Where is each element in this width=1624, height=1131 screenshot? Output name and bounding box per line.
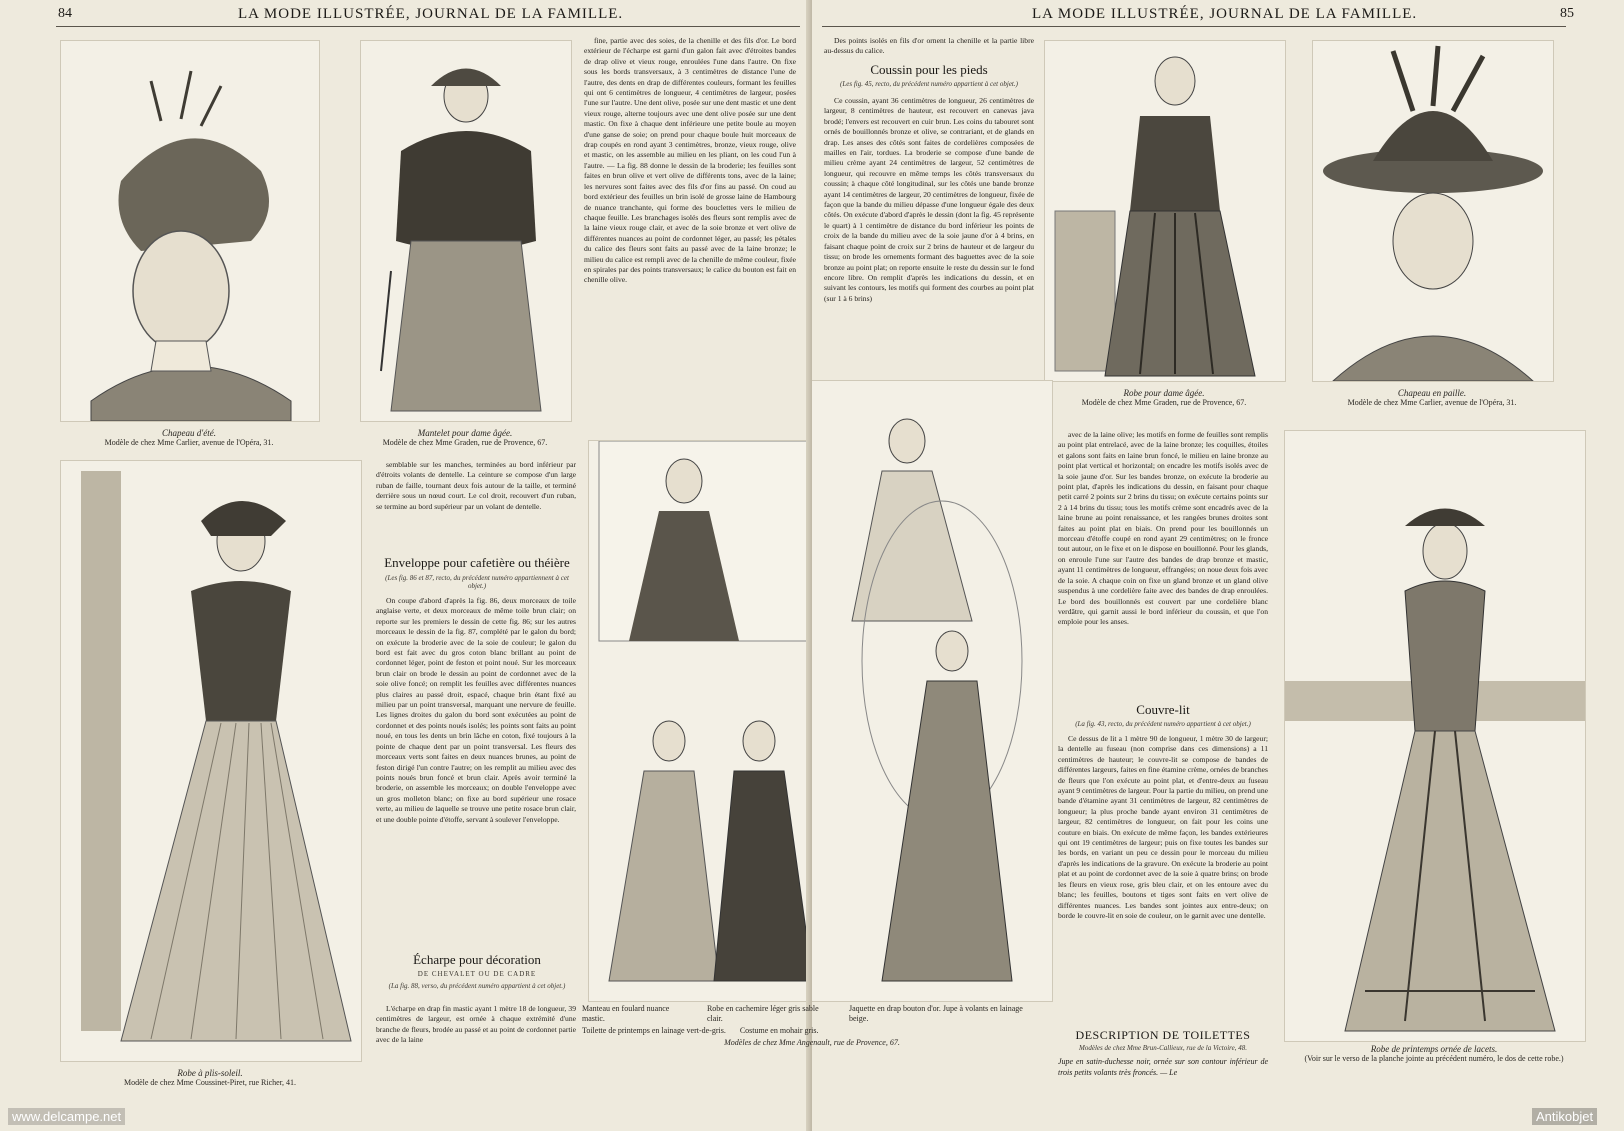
running-head-right: LA MODE ILLUSTRÉE, JOURNAL DE LA FAMILLE. [1032,6,1418,22]
article-paragraph: Ce dessus de lit a 1 mètre 90 de longueur, 1 mètre 30 de largeur; la dentelle au fuseau (non comprise dans ces dimensions) a 11 centimètres de hauteur; le couvre-lit se compose de bandes de différentes largeurs, faites en fine étamine crème, ornées de branches de fleurs que l'on exécute au point plat, et d'entre-deux au fuseau ayant 9 centimètres de largeur. Pour la partie du milieu, on prend une bande d'étamine ayant 31 centimètres de largeur, 82 centimètres de longueur; la plus proche bande ayant environ 31 centimètres de largeur, 82 centimètres de longueur, on fait pour les coins une couture en biais. On exécute de même façon, les bandes extérieures qui ont 19 centimètres de largeur; puis on fixe toutes les bandes sur les bords, en variant un peu ce dessin pour le morceau du milieu d'après les indications de la gravure. On exécute la broderie au point plat et au point de cordonnet avec de la soie à quatre brins; on brode les fleurs en vieux rose, gris bleu clair, et on les entoure avec du blanc; les feuilles, boutons et tiges sont faits en vert olive de différentes nuances. Les bandes sont jointes aux entre-deux; on borde le couvre-lit en soie de couleur, on le garnit avec une dentelle. [1058,734,1268,920]
center-caption-2: Robe en cachemire léger gris sable clair. [706,1004,819,1023]
article-paragraph: fine, partie avec des soies, de la chenille et des fils d'or. Le bord extérieur de l'écharpe est garni d'un galon fait avec d'étroites bandes de drap olive et vieux rouge, enroulées l'une dans l'autre. On fixe sous les bords transversaux, à 3 centimètres de distance l'une de l'autre, des dents en drap de différentes couleurs, formant les feuilles qui ont 6 centimètres de longueur, 4 centimètres de largeur, posées l'une sur l'autre. Une dent olive, posée sur une dent mastic et une dent vieux rouge, alterne toujours avec une dent olive posée sur une dent mastic. On fixe à chaque dent inférieure une petite boule au moyen d'une ganse de soie; on prend pour chaque boule huit morceaux de drap coupés en rond ayant 3 centimètres, bronze, vieux rouge, olive et mastic, on les assemble au milieu en les pliant, on les coud l'un à l'autre. — La fig. 88 donne le dessin de la broderie; les feuilles sont faites en brun olive et vert olive de différents tons, avec de la laine; les nervures sont faites avec des fils d'or fins au passé. On coud au bord extérieur des feuilles un brin isolé de grosse laine de Hambourg de nuance tranchante, qui forme des bouclettes vers le milieu de chaque feuille. Les branchages isolés des fleurs sont remplis avec de la laine vieux rouge clair, et avec de la soie bronze et vert olive de différentes nuances au point de cordonnet léger, au passé; les pétales du calice des fleurs sont faits au passé avec de la laine bronze; le milieu du calice est rempli avec de la chenille de même couleur, fixée en spirales par des points transversaux; le calice du bouton est fait en chenille olive. [584,36,796,285]
article-paragraph: On coupe d'abord d'après la fig. 86, deux morceaux de toile anglaise verte, et deux morceaux de même toile brun clair; on reporte sur les premiers le dessin de cette fig. 86; sur les autres morceaux le dessin de la fig. 87, complété par le galon du bord; on exécute la broderie avec de la soie de couleur; le galon du bord est fait avec du gros coton blanc brillant au point de cordonnet léger, point de feston et point noué. Sur les morceaux brun clair on brode le dessin au point de cordonnet avec de la soie olive foncé; on remplit les feuilles avec différentes nuances plus claires au passé droit, espacé, chaque brin étant fixé au milieu par un point transversal, marquant une nervure de feuille. Les lignes droites du galon du bord sont exécutées au point de cordonnet et des points noués isolés; les points sont faits au point noué, en tous les dents un brin lâche en coton, fixé toujours à la pointe de chaque dent par un point transversal. Les fleurs des morceaux verts sont faites en deux nuances brunes, au point de feston dirigé l'un contre l'autre; on les remplit au milieu avec des points noués brun foncé et brun clair. Après avoir terminé la broderie, on assemble les morceaux; on double l'enveloppe avec un gros molleton blanc; on fixe au bord supérieur une rosace verte, au milieu de laquelle se trouve une petite rosace brun clair, et une double pointe d'étoffe, servant à soulever l'enveloppe. [376,596,576,824]
center-caption-source: Modèles de chez Mme Angenault, rue de Provence, 67. [724,1038,900,1047]
caption-mantelet [350,428,580,448]
note-toilettes: Modèles de chez Mme Brun-Callieux, rue de la Victoire, 48. [1079,1044,1247,1052]
caption-title: Chapeau d'été. [162,428,216,438]
watermark-left: www.delcampe.net [8,1108,125,1125]
center-group-caption-row-2 [582,1026,1042,1036]
article-column-robe-end [376,460,576,544]
illustration-robe-dame-agee [1044,40,1286,382]
article-paragraph: Des points isolés en fils d'or ornent la chenille et la partie libre au-dessus du calice. [824,36,1034,56]
caption-title: Robe de printemps ornée de lacets. [1370,1044,1498,1054]
caption-source: Modèle de chez Mme Carlier, avenue de l'Opéra, 31. [1347,398,1517,407]
illustration-center-group-left [588,440,813,1002]
article-paragraph: avec de la laine olive; les motifs en forme de feuilles sont remplis au point plat entrelacé, avec de la laine bronze; les coquilles, étoiles et galons sont faits en laine brun foncé, le milieu en laine bronze au point plat vertical et horizontal; on encadre les motifs isolés avec de la soie jaune d'or. Sur les bandes bronze, on exécute la broderie au point plat, d'après les indications du dessin, en faisant pour chaque petit carré 2 points sur 2 brins du tissu; on exécute certains points sur 2 à 14 brins du tissu; tous les motifs crème sont encadrés avec de la laine brune au point renaissance, et les rangées brunes droites sont faites au point plat en biais. On prend pour les bouillonnés un morceau d'étoffe coupé en rond ayant 29 centimètres; on le fronce tout autour, on le fixe et on le dispose en bouillonné. Pour les glands, on enroule l'une sur l'autre des bandes de drap bronze et mastic, ayant 11 centimètres de longueur, effrangées; on noue deux fois avec de la soie. A chaque coin on fixe un gland bronze et un gland olive suspendus à une cordelière faite avec des bandes de drap enroulées. Le bord des bouillonnés est couvert par une cordelière blanc verdâtre, qui garnit aussi le bord inférieur du coussin, et que l'on emploie pour les anses. [1058,430,1268,627]
center-caption-5: Costume en mohair gris. [739,1026,819,1035]
robe-plis-soleil-illustration [61,461,361,1061]
caption-source: Modèle de chez Mme Graden, rue de Provence, 67. [1081,398,1247,407]
article-column-echarpe [376,1004,576,1064]
caption-source: Modèle de chez Mme Coussinet-Piret, rue Richer, 41. [123,1078,297,1087]
article-paragraph: semblable sur les manches, terminées au bord inférieur par d'étroits volants de dentelle. La ceinture se compose d'un large ruban de faille, tournant deux fois autour de la taille, et terminé derrière sous un nœud court. Le col droit, recouvert d'un ruban, se termine au bord supérieur par un volant de dentelle. [376,460,576,511]
woman-hat-portrait-illustration [61,41,319,421]
article-column-echarpe-end [824,36,1034,58]
caption-title: Chapeau en paille. [1397,388,1467,398]
subheading-echarpe: DE CHEVALET OU DE CADRE [417,970,537,978]
watermark-right: Antikobjet [1532,1108,1597,1125]
running-head-left: LA MODE ILLUSTRÉE, JOURNAL DE LA FAMILLE. [238,6,624,22]
robe-printemps-illustration [1285,431,1585,1041]
caption-center-group [582,1004,1042,1048]
caption-source: Modèle de chez Mme Carlier, avenue de l'Opéra, 31. [104,438,274,447]
article-paragraph: Ce coussin, ayant 36 centimètres de longueur, 26 centimètres de largeur, 8 centimètres de hauteur, est recouvert en canevas java brodé; l'envers est recouvert en cuir brun. Les coins du tabouret sont ornés de bouillonnés bronze et olive, se contrariant, et de glands en drap. Les anses des côtés sont faites de cordelières composées de mailles en l'air, tordues. La broderie se compose d'une bande de milieu crème ayant 24 centimètres de largeur, 52 centimètres de longueur, qui recouvre en même temps les côtés transversaux du coussin; à chaque côté longitudinal, sur les côtés une bande bronze ayant 14 centimètres de largeur, 20 centimètres de longueur, fixée de façon que la bande du milieu dépasse d'une longueur égale des deux côtés. On exécute d'abord d'après le dessin (dont la fig. 45 représente le quart) à 1 centimètre de distance du bord inférieur les points de croix de la bande du milieu avec de la soie jaune d'or à 4 brins, en faisant chaque point de croix sur 2 brins de hauteur et de largeur du tissu; on brode les ornements formant des baguettes avec de la soie bronze au point plat; on reporte ensuite le reste du dessin sur le fond encore libre. On remplit d'après les indications du dessin, et en suivant les contours, les motifs qui forment des courbes au point plat (sur 1 à 6 brins) [824,96,1034,303]
caption-chapeau-paille [1312,388,1552,408]
mantelet-figure-illustration [361,41,571,421]
heading-toilettes: DESCRIPTION DE TOILETTES [1075,1028,1251,1042]
illustration-center-group-right [812,380,1053,1002]
caption-robe-dame-agee [1044,388,1284,408]
caption-source: Modèle de chez Mme Graden, rue de Provence, 67. [382,438,548,447]
robe-dame-agee-illustration [1045,41,1285,381]
heading-coussin: Coussin pour les pieds [870,62,988,77]
header-rule-right [822,26,1566,27]
caption-robe-printemps [1274,1044,1594,1064]
article-column-couvrelit [1058,734,1268,1024]
article-paragraph: L'écharpe en drap fin mastic ayant 1 mètre 18 de longueur, 39 centimètres de largeur, est ornée à chaque extrémité d'une branche de fleurs, brodée au passé et au point de cordonnet partie avec de la laine [376,1004,576,1045]
caption-robe-plis-soleil [60,1068,360,1088]
article-column-coussin-continued [1058,430,1268,700]
illustration-robe-printemps [1284,430,1586,1042]
note-couvrelit: (La fig. 43, recto, du précédent numéro appartient à cet objet.) [1075,720,1251,728]
illustration-mantelet [360,40,572,422]
heading-couvrelit: Couvre-lit [1136,702,1190,717]
illustration-chapeau-paille [1312,40,1554,382]
center-caption-4: Toilette de printemps en lainage vert-de-gris. [582,1026,726,1035]
note-enveloppe: (Les fig. 86 et 87, recto, du précédent numéro appartiennent à cet objet.) [385,574,569,590]
center-group-left-illustration [589,441,813,1001]
note-coussin: (Les fig. 45, recto, du précédent numéro appartient à cet objet.) [840,80,1018,88]
page-number-left: 84 [58,6,72,21]
center-caption-1: Manteau en foulard nuance mastic. [582,1004,670,1023]
heading-enveloppe: Enveloppe pour cafetière ou théière [384,555,570,570]
article-column-enveloppe [376,596,576,932]
caption-title: Robe pour dame âgée. [1123,388,1205,398]
article-column-echarpe-continued [584,36,796,440]
article-column-coussin [824,96,1034,426]
chapeau-paille-illustration [1313,41,1553,381]
illustration-robe-plis-soleil [60,460,362,1062]
illustration-chapeau-ete [60,40,320,422]
note-echarpe: (La fig. 88, verso, du précédent numéro appartient à cet objet.) [388,982,566,990]
page-number-right: 85 [1560,6,1574,21]
caption-title: Mantelet pour dame âgée. [417,428,513,438]
caption-title: Robe à plis-soleil. [177,1068,243,1078]
caption-chapeau-ete [60,428,318,448]
toilettes-text: Jupe en satin-duchesse noir, ornée sur son contour inférieur de trois petits volants très froncés. — Le [1058,1057,1268,1077]
center-group-right-illustration [812,381,1052,1001]
heading-echarpe: Écharpe pour décoration [413,952,541,967]
header-rule-left [56,26,800,27]
center-caption-3: Jaquette en drap bouton d'or. Jupe à volants en lainage beige. [849,1004,1023,1023]
caption-source: (Voir sur le verso de la planche jointe au précédent numéro, le dos de cette robe.) [1304,1054,1564,1063]
center-group-caption-row [582,1004,1042,1024]
